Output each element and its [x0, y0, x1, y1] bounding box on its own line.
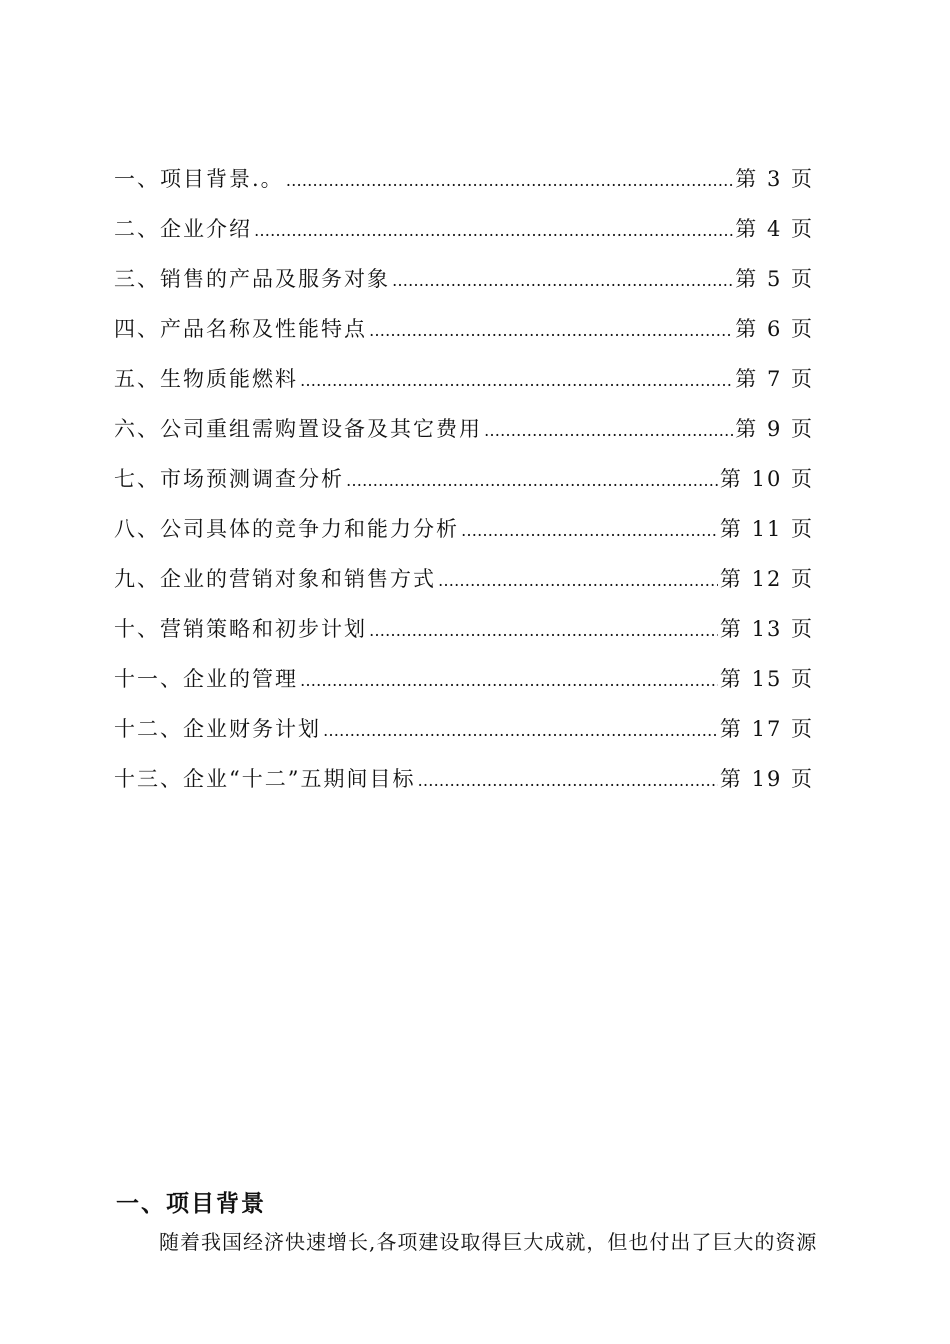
- toc-entry[interactable]: [114, 713, 814, 763]
- toc-leader-dots: [323, 721, 718, 740]
- toc-entry-page: 第 5 页: [735, 267, 814, 291]
- toc-leader-dots: [369, 321, 733, 340]
- toc-entry-page: 第 7 页: [735, 367, 814, 391]
- toc-entry-page: 第 13 页: [719, 617, 814, 641]
- toc-leader-dots: [369, 621, 718, 640]
- toc-entry[interactable]: [114, 563, 814, 613]
- section-paragraph: 随着我国经济快速增长,各项建设取得巨大成就，但也付出了巨大的资源: [159, 1230, 818, 1254]
- toc-entry-page: 第 9 页: [735, 417, 814, 441]
- toc-entry-title: 六、公司重组需购置设备及其它费用: [114, 417, 482, 441]
- toc-entry[interactable]: [114, 463, 814, 513]
- toc-entry-page: 第 4 页: [735, 217, 814, 241]
- toc-entry-page: 第 3 页: [735, 167, 814, 191]
- toc-leader-dots: [417, 771, 717, 790]
- toc-entry[interactable]: [114, 763, 814, 813]
- toc-entry-page: 第 17 页: [719, 717, 814, 741]
- toc-leader-dots: [346, 471, 718, 490]
- toc-entry-title: 一、项目背景.。: [114, 167, 284, 191]
- toc-entry[interactable]: [114, 613, 814, 663]
- toc-entry-title: 八、公司具体的竞争力和能力分析: [114, 517, 459, 541]
- toc-leader-dots: [300, 671, 718, 690]
- toc-entry-page: 第 12 页: [719, 567, 814, 591]
- toc-entry[interactable]: [114, 313, 814, 363]
- toc-entry[interactable]: [114, 263, 814, 313]
- toc-leader-dots: [484, 421, 733, 440]
- toc-entry-page: 第 6 页: [735, 317, 814, 341]
- toc-entry-page: 第 19 页: [719, 767, 814, 791]
- toc-entry-page: 第 10 页: [719, 467, 814, 491]
- toc-entry-title: 五、生物质能燃料: [114, 367, 298, 391]
- toc-leader-dots: [300, 371, 733, 390]
- toc-entry-title: 十三、企业“十二”五期间目标: [114, 767, 416, 791]
- toc-entry[interactable]: [114, 163, 814, 213]
- toc-entry[interactable]: [114, 213, 814, 263]
- toc-entry-title: 七、市场预测调查分析: [114, 467, 344, 491]
- toc-leader-dots: [438, 571, 718, 590]
- toc-entry-title: 十二、企业财务计划: [114, 717, 321, 741]
- toc-entry[interactable]: [114, 663, 814, 713]
- table-of-contents: [114, 163, 814, 813]
- toc-entry[interactable]: [114, 413, 814, 463]
- toc-entry-title: 十、营销策略和初步计划: [114, 617, 367, 641]
- toc-leader-dots: [392, 271, 733, 290]
- toc-entry-title: 四、产品名称及性能特点: [114, 317, 367, 341]
- toc-entry-page: 第 11 页: [719, 517, 814, 541]
- toc-entry-title: 二、企业介绍: [114, 217, 252, 241]
- toc-entry-title: 九、企业的营销对象和销售方式: [114, 567, 436, 591]
- toc-entry-title: 三、销售的产品及服务对象: [114, 267, 390, 291]
- toc-leader-dots: [254, 221, 733, 240]
- toc-entry-page: 第 15 页: [719, 667, 814, 691]
- toc-entry-title: 十一、企业的管理: [114, 667, 298, 691]
- toc-leader-dots: [286, 171, 734, 190]
- toc-entry[interactable]: [114, 363, 814, 413]
- toc-leader-dots: [461, 521, 718, 540]
- toc-entry[interactable]: [114, 513, 814, 563]
- section-heading: 一、项目背景: [116, 1190, 266, 1217]
